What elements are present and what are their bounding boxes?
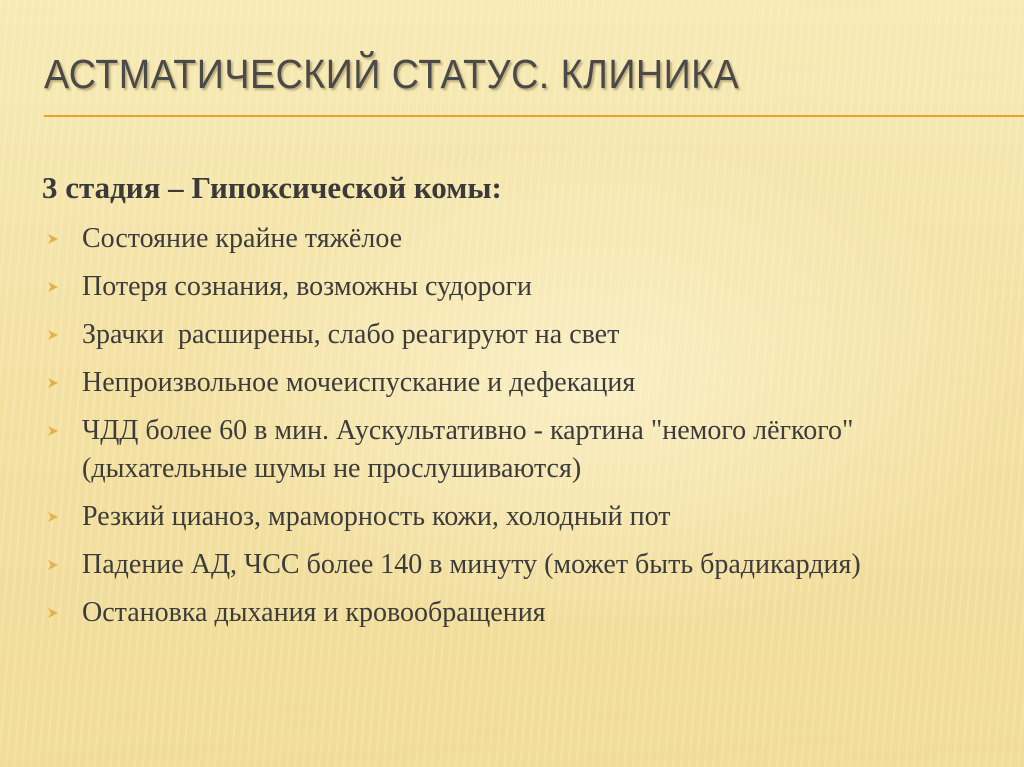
stage-heading: 3 стадия – Гипоксической комы: <box>42 170 502 205</box>
list-item <box>42 364 942 402</box>
symptom-list <box>42 220 942 632</box>
list-item-text: Состояние крайне тяжёлое <box>82 222 403 254</box>
arrow-right-icon <box>46 376 60 390</box>
list-item-text: Зрачки расширены, слабо реагируют на свет <box>82 318 620 350</box>
arrow-right-icon <box>46 328 60 342</box>
arrow-right-icon <box>46 280 60 294</box>
list-item <box>42 412 942 488</box>
arrow-right-icon <box>46 606 60 620</box>
list-item-text: Непроизвольное мочеиспускание и дефекация <box>82 366 636 398</box>
list-item-text: ЧДД более 60 в мин. Аускультативно - картина "немого лёгкого" (дыхательные шумы не прослушиваются) <box>82 414 854 484</box>
slide-content <box>42 170 942 642</box>
slide-title: АСТМАТИЧЕСКИЙ СТАТУС. КЛИНИКА <box>44 51 740 97</box>
list-item <box>42 268 942 306</box>
list-item-text: Резкий цианоз, мраморность кожи, холодный пот <box>82 500 671 532</box>
list-item-text: Остановка дыхания и кровообращения <box>82 596 546 628</box>
list-item <box>42 220 942 258</box>
list-item-text: Потеря сознания, возможны судороги <box>82 270 533 302</box>
arrow-right-icon <box>46 424 60 438</box>
arrow-right-icon <box>46 558 60 572</box>
arrow-right-icon <box>46 510 60 524</box>
list-item-text: Падение АД, ЧСС более 140 в минуту (может быть брадикардия) <box>82 548 861 580</box>
list-item <box>42 594 942 632</box>
arrow-right-icon <box>46 232 60 246</box>
list-item <box>42 546 942 584</box>
title-underline <box>44 115 1024 117</box>
list-item <box>42 316 942 354</box>
list-item <box>42 498 942 536</box>
